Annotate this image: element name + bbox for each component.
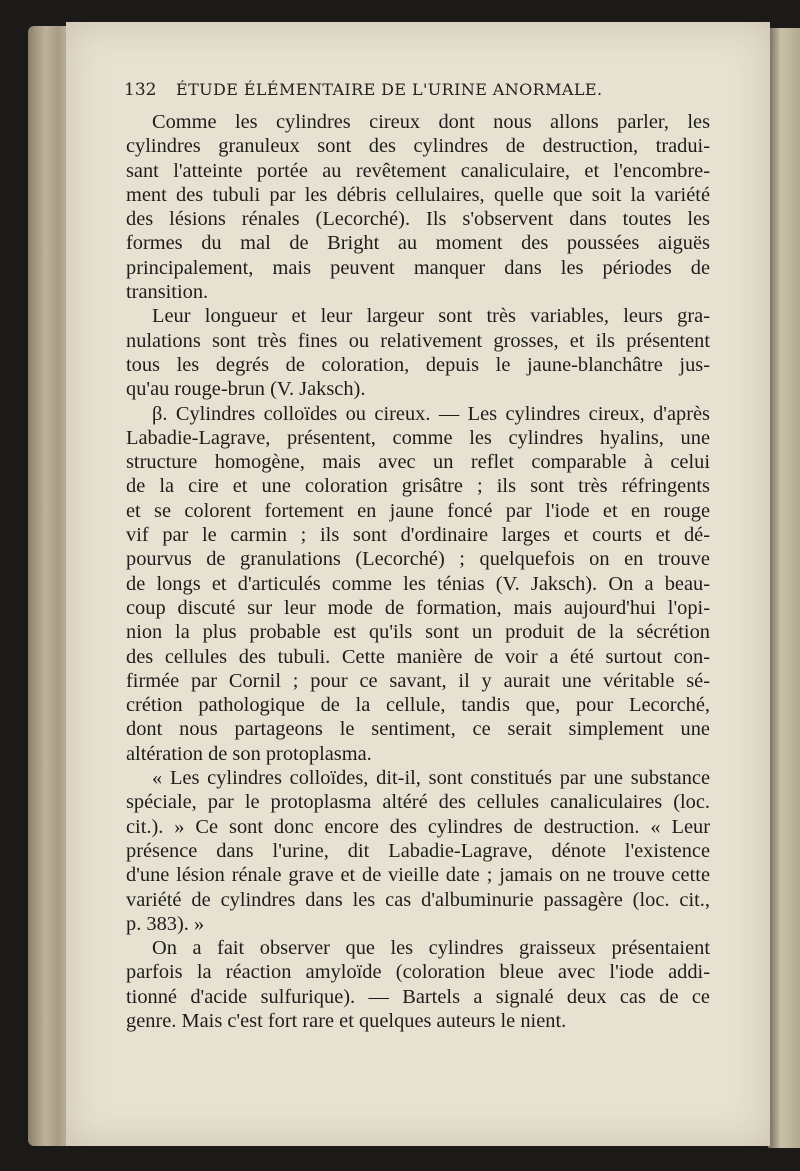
text-line: parfois la réaction amyloïde (coloration bleue avec l'iode addi- xyxy=(126,961,710,984)
text-line: principalement, mais peuvent manquer dans les périodes de xyxy=(126,256,710,279)
text-line: transition. xyxy=(126,281,209,304)
text-line: spéciale, par le protoplasma altéré des cellules canaliculaires (loc. xyxy=(126,791,710,814)
text-line: dont nous partageons le sentiment, ce serait simplement une xyxy=(126,718,710,741)
text-line: Leur longueur et leur largeur sont très variables, leurs gra- xyxy=(152,305,710,328)
text-line: coup discuté sur leur mode de formation, mais aujourd'hui l'opi- xyxy=(126,596,710,619)
body-text xyxy=(126,110,710,1033)
text-line: variété de cylindres dans les cas d'albuminurie passagère (loc. cit., xyxy=(126,888,710,911)
text-line: On a fait observer que les cylindres graisseux présentaient xyxy=(152,937,710,960)
text-line: p. 383). » xyxy=(126,912,205,935)
text-line: et se colorent fortement en jaune foncé par l'iode et en rouge xyxy=(126,499,710,522)
text-line: sant l'atteinte portée au revêtement canaliculaire, et l'encombre- xyxy=(126,159,710,182)
text-line: présence dans l'urine, dit Labadie-Lagrave, dénote l'existence xyxy=(126,839,710,862)
text-line: qu'au rouge-brun (V. Jaksch). xyxy=(126,378,366,401)
text-line: formes du mal de Bright au moment des poussées aiguës xyxy=(126,232,710,255)
text-line: cit.). » Ce sont donc encore des cylindres de destruction. « Leur xyxy=(126,815,710,838)
text-line: des lésions rénales (Lecorché). Ils s'observent dans toutes les xyxy=(126,208,710,231)
text-line: pourvus de granulations (Lecorché) ; quelquefois on en trouve xyxy=(126,548,710,571)
paragraph xyxy=(126,110,710,304)
text-line: nulations sont très fines ou relativement grosses, et ils présentent xyxy=(126,329,710,352)
text-line: vif par le carmin ; ils sont d'ordinaire larges et courts et dé- xyxy=(126,524,710,547)
page-number: 132 xyxy=(124,80,157,100)
text-line: crétion pathologique de la cellule, tandis que, pour Lecorché, xyxy=(126,694,710,717)
text-line: firmée par Cornil ; pour ce savant, il y aurait une véritable sé- xyxy=(126,669,710,692)
paragraph xyxy=(126,402,710,766)
adjacent-page-edge xyxy=(768,28,800,1148)
text-line: ment des tubuli par les débris cellulaires, quelle que soit la variété xyxy=(126,183,710,206)
text-line: de longs et d'articulés comme les ténias (V. Jaksch). On a beau- xyxy=(126,572,710,595)
text-line: tionné d'acide sulfurique). — Bartels a signalé deux cas de ce xyxy=(126,985,710,1008)
text-line: d'une lésion rénale grave et de vieille date ; jamais on ne trouve cette xyxy=(126,864,710,887)
text-line: Comme les cylindres cireux dont nous allons parler, les xyxy=(152,111,710,133)
paragraph xyxy=(126,304,710,401)
text-line: structure homogène, mais avec un reflet comparable à celui xyxy=(126,451,710,474)
paragraph xyxy=(126,936,710,1033)
text-line: altération de son protoplasma. xyxy=(126,742,372,765)
paragraph xyxy=(126,766,710,936)
text-line: cylindres granuleux sont des cylindres de destruction, tradui- xyxy=(126,135,710,158)
running-header xyxy=(124,80,654,100)
text-line: β. Cylindres colloïdes ou cireux. — Les cylindres cireux, d'après xyxy=(152,402,710,425)
text-line: des cellules des tubuli. Cette manière de voir a été surtout con- xyxy=(126,645,710,668)
text-line: Labadie-Lagrave, présentent, comme les cylindres hyalins, une xyxy=(126,426,710,449)
text-line: « Les cylindres colloïdes, dit-il, sont constitués par une substance xyxy=(152,767,710,790)
text-line: nion la plus probable est qu'ils sont un produit de la sécrétion xyxy=(126,621,710,644)
text-line: genre. Mais c'est fort rare et quelques auteurs le nient. xyxy=(126,1009,567,1032)
running-title: ÉTUDE ÉLÉMENTAIRE DE L'URINE ANORMALE. xyxy=(176,80,603,99)
text-line: tous les degrés de coloration, depuis le jaune-blanchâtre jus- xyxy=(126,353,710,376)
text-line: de la cire et une coloration grisâtre ; ils sont très réfringents xyxy=(126,475,710,498)
